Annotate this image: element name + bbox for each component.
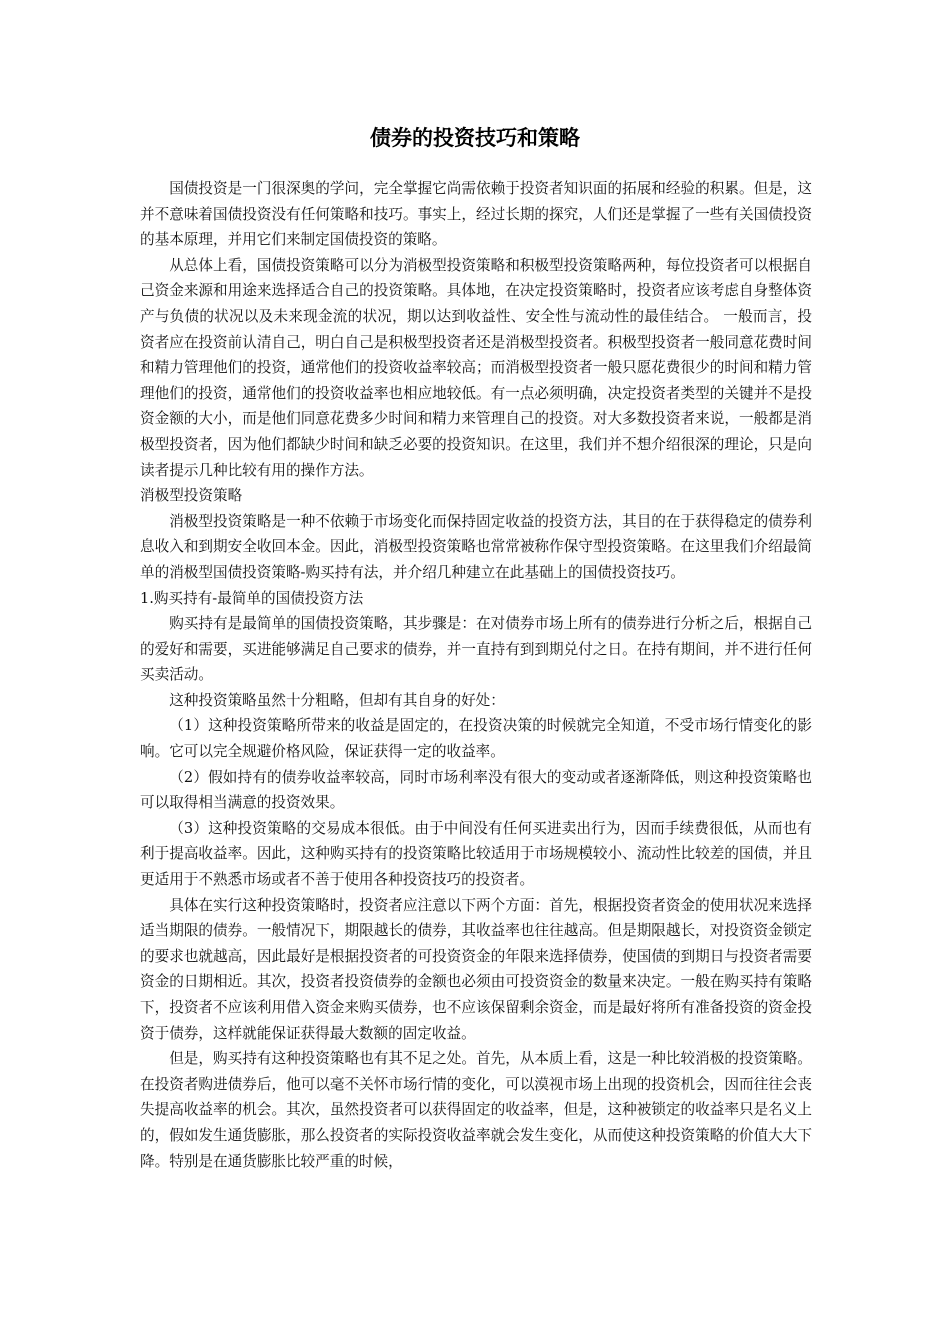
paragraph-buy-and-hold-steps: 购买持有是最简单的国债投资策略，其步骤是：在对债券市场上所有的债券进行分析之后，根据自己的爱好和需要，买进能够满足自己要求的债券，并一直持有到到期兑付之日。在持有期间，并不进行任何买卖活动。 xyxy=(140,615,812,684)
paragraph-benefits-intro: 这种投资策略虽然十分粗略，但却有其自身的好处： xyxy=(169,691,505,709)
document-title: 债券的投资技巧和策略 xyxy=(370,126,580,150)
list-item-benefit-3: （3）这种投资策略的交易成本很低。由于中间没有任何买进卖出行为，因而手续费很低，从而也有利于提高收益率。因此，这种购买持有的投资策略比较适用于市场规模较小、流动性比较差的国债，并且更适用于不熟悉市场或者不善于使用各种投资技巧的投资者。 xyxy=(140,819,812,889)
document-body xyxy=(140,176,812,1174)
paragraph-implementation: 具体在实行这种投资策略时，投资者应注意以下两个方面：首先，根据投资者资金的使用状况来选择适当期限的债券。一般情况下，期限越长的债券，其收益率也往往越高。但是期限越长，对投资资金锁定的要求也就越高，因此最好是根据投资者的可投资资金的年限来选择债券，使国债的到期日与投资者需要资金的日期相近。其次，投资者投资债券的金额也必须由可投资资金的数量来决定。一般在购买持有策略下，投资者不应该利用借入资金来购买债券，也不应该保留剩余资金，而是最好将所有准备投资的资金投资于债券，这样就能保证获得最大数额的固定收益。 xyxy=(140,896,812,1042)
paragraph-overview: 从总体上看，国债投资策略可以分为消极型投资策略和积极型投资策略两种，每位投资者可以根据自己资金来源和用途来选择适合自己的投资策略。具体地，在决定投资策略时，投资者应该考虑自身整体资产与负债的状况以及未来现金流的状况，期以达到收益性、安全性与流动性的最佳结合。 一般而言，投资者应在投资前认清自己，明白自己是积极型投资者还是消极型投资者。积极型投资者一般同意花费时间和精力管理他们的投资，通常他们的投资收益率较高；而消极型投资者一般只愿花费很少的时间和精力管理他们的投资，通常他们的投资收益率也相应地较低。有一点必须明确，决定投资者类型的关键并不是投资金额的大小，而是他们同意花费多少时间和精力来管理自己的投资。对大多数投资者来说，一般都是消极型投资者，因为他们都缺少时间和缺乏必要的投资知识。在这里，我们并不想介绍很深的理论，只是向读者提示几种比较有用的操作方法。 xyxy=(140,256,812,479)
subheading-buy-and-hold: 1.购买持有-最简单的国债投资方法 xyxy=(140,589,364,607)
paragraph-intro: 国债投资是一门很深奥的学问，完全掌握它尚需依赖于投资者知识面的拓展和经验的积累。但是，这并不意味着国债投资没有任何策略和技巧。事实上，经过长期的探究，人们还是掌握了一些有关国债投资的基本原理，并用它们来制定国债投资的策略。 xyxy=(140,180,812,249)
paragraph-drawbacks: 但是，购买持有这种投资策略也有其不足之处。首先，从本质上看，这是一种比较消极的投资策略。在投资者购进债券后，他可以毫不关怀市场行情的变化，可以漠视市场上出现的投资机会，因而往往会丧失提高收益率的机会。其次，虽然投资者可以获得固定的收益率，但是，这种被锁定的收益率只是名义上的，假如发生通货膨胀，那么投资者的实际投资收益率就会发生变化，从而使这种投资策略的价值大大下降。特别是在通货膨胀比较严重的时候， xyxy=(140,1050,812,1170)
list-item-benefit-2: （2）假如持有的债券收益率较高，同时市场利率没有很大的变动或者逐渐降低，则这种投资策略也可以取得相当满意的投资效果。 xyxy=(140,768,812,812)
paragraph-passive-definition: 消极型投资策略是一种不依赖于市场变化而保持固定收益的投资方法，其目的在于获得稳定的债券利息收入和到期安全收回本金。因此，消极型投资策略也常常被称作保守型投资策略。在这里我们介绍最简单的消极型国债投资策略-购买持有法，并介绍几种建立在此基础上的国债投资技巧。 xyxy=(140,512,812,581)
list-item-benefit-1: （1）这种投资策略所带来的收益是固定的，在投资决策的时候就完全知道，不受市场行情变化的影响。它可以完全规避价格风险，保证获得一定的收益率。 xyxy=(140,717,812,761)
section-heading-passive-strategy: 消极型投资策略 xyxy=(140,487,243,505)
